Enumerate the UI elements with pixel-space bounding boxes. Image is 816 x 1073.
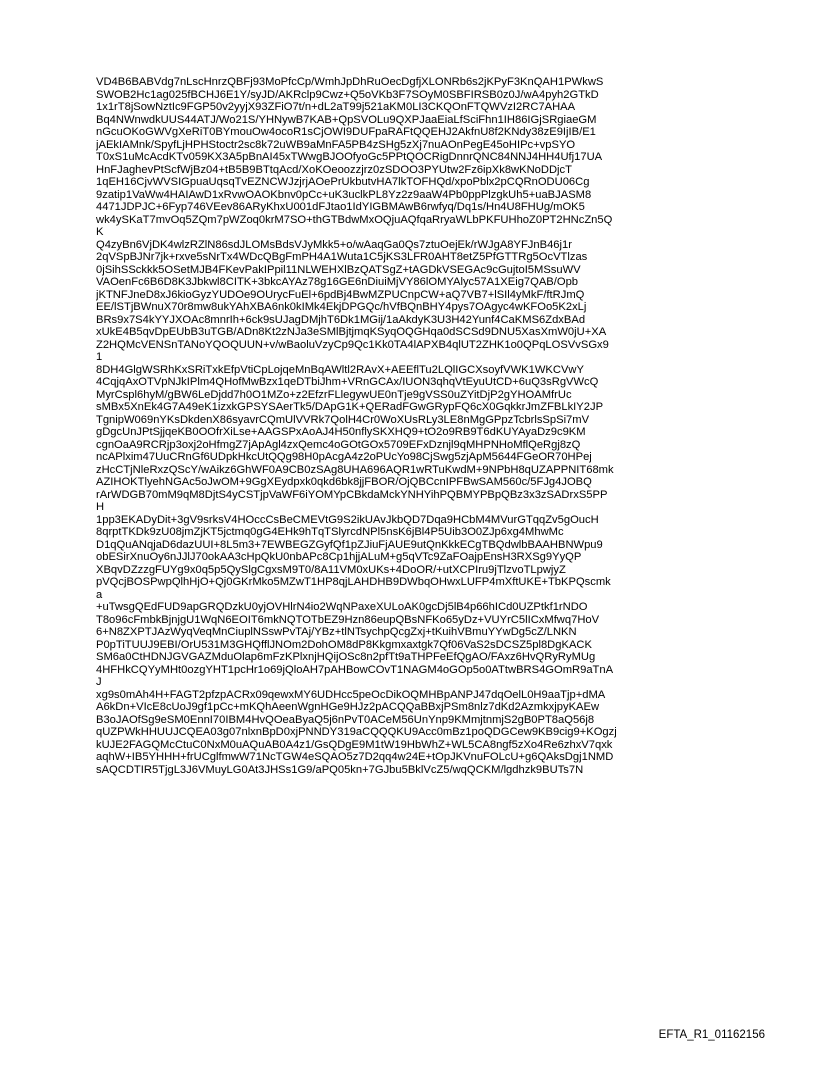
text-line: zHcCTjNleRxzQScY/wAikz6GhWF0A9CB0zSAg8UHA696AQR1wRTuKwdM+9NPbH8qUZAPPNIT68mk (96, 463, 614, 476)
text-line: aqhW+IB5YHHH+frUCglfmwW71NcTGW4eSQAO5z7D2qq4w24E+tOpJKVnuFOLcU+g6QAksDgj1NMD (96, 751, 614, 763)
text-line: xUkE4B5qvDpEUbB3uTGB/ADn8Kt2zNJa3eSMlBjtjmqKSyqOQGHqa0dSCSd9DNU5XasXmW0jU+XA (96, 326, 607, 338)
text-line: EE/lSTjBWnuX70r8mw8ukYAhXBA6nk0kIMk4EkjDPGQc/hVfBQnBHY4pys7OAgyc4wKFOo5K2xLj (96, 301, 587, 313)
text-line: a (96, 588, 103, 601)
text-line: XBqvDZzzgFUYg9x0q5p5QySlgCgxsM9T0/8A11VM0xUKs+4DoOR/+utXCPIru9jTlzvoTLpwjyZ (96, 563, 566, 576)
text-line: P0pTiTUUJ9EBI/OrU531M3GHQfflJNOm2DohOM8dP8Kkgmxaxtgk7Qf06VaS2sDCSZ5pl8DgKACK (96, 638, 592, 651)
text-line: sMBx5XnEk4G7A49eK1izxkGPSYSAerTk5/DApG1K+QERadFGwGRypFQ6cX0GqkkrJmZFBLkIY2JP (96, 401, 604, 413)
text-line: +uTwsgQEdFUD9apGRQDzkU0yjOVHlrN4io2WqNPaxeXULoAK0gcDj5lB4p66hICd0UZPtkf1rNDO (96, 601, 588, 613)
text-line: VAOenFc6B6D8K3Jbkwl8CITK+3bkcAYAz78g16GE6nDiuiMjVY86lOMYAlyc57A1XEig7QAB/Opb (96, 276, 579, 288)
text-line: wk4ySKaT7mvOq5ZQm7pWZoq0krM7SO+thGTBdwMxOQjuAQfqaRryaWLbPKFUHhoZ0PT2HNcZn5Q (96, 213, 613, 226)
text-line: Bq4NWnwdkUUS44ATJ/Wo21S/YHNywB7KAB+QpSVOLu9QXPJaaEiaLfSciFhn1IH86IGjSRgiaeGM (96, 113, 597, 126)
text-line: K (96, 226, 104, 238)
text-line: 0jSihSSckkk5OSetMJB4FKevPakIPpil11NLWEHXlBzQATSgZ+tAGDkVSEGAc9cGujtoI5MSsuWV (96, 263, 581, 276)
text-line: 1x1rT8jSowNztIc9FGP50v2yyjX93ZFiO7t/n+dL2aT99j521aKM0LI3CKQOnFTQWVzI2RC7AHAA (96, 101, 576, 113)
text-line: MyrCspl6hyM/gBW6LeDjdd7h0O1MZo+z2EfzrFLlegywUE0nTje9gVSS0uZYitDjP2gYHOAMfrUc (96, 388, 572, 401)
document-id-stamp: EFTA_R1_01162156 (658, 1029, 765, 1041)
text-line: sAQCDTIR5TjgL3J6VMuyLG0At3JHSs1G9/aPQ05kn+7GJbu5BklVcZ5/wqQCKM/lgdhzk9BUTs7N (96, 763, 584, 776)
text-line: 1 (96, 351, 103, 363)
encoded-text-block (96, 76, 726, 776)
text-line: T0xS1uMcAcdKTv059KX3A5pBnAI45xTWwgBJOOfyoGc5PPtQOCRigDnnrQNC84NNJ4HH4Ufj17UA (96, 151, 603, 163)
text-line: kUJE2FAGQMcCtuC0NxM0uAQuAB0A4z1/GsQDgE9M1tW19HbWhZ+WL5CA8ngf5zXo4Re6zhxV7qxk (96, 738, 613, 751)
text-line: D1qQuANqjaD6dazUUI+8L5m3+7EWBEGZGyfQf1pZJiuFjAUE9utQnKkkECgTBQdwlbBAAHBNWpu9 (96, 538, 603, 551)
text-line: 9zatip1VaWw4HAIAwD1xRvwOAOKbnv0pCc+uK3uclkPL8Yz2z9aaW4Pb0ppPlzgkUh5+uaBJASM8 (96, 188, 592, 201)
text-line: 2qVSpBJNr7jk+rxve5sNrTx4WDcQBgFmPH4A1Wuta1C5jKS3LFR0AHT8etZ5PfGTTRg5OcVTlzas (96, 251, 588, 263)
text-line: nGcuOKoGWVgXeRiT0BYmouOw4ocoR1sCjOWI9DUFpaRAFtQQEHJ2AkfnU8f2KNdy38zE9IjIB/E1 (96, 126, 596, 138)
text-line: T8o96cFmbkBjnjgU1WqN6EOIT6mkNQTOTbEZ9Hzn86eupQBsNFKo65yDz+VUYrC5lICxMfwq7HoV (96, 613, 600, 626)
text-line: gDgcUnJPtSjjqeKB0OOfrXiLse+AAGSPxAoAJ4H50nflySKXHQ9+tO2o9RB9T6dKUYAyaDz9c9KM (96, 426, 586, 438)
text-line: A6kDn+VIcE8cUoJ9gf1pCc+mKQhAeenWgnHGe9HJz2pACQQaBBxjPSm8nlz7dKd2AzmkxjpyKAEw (96, 701, 600, 713)
text-line: 6+N8ZXPTJAzWyqVeqMnCiuplNSswPvTAj/YBz+tlNTsychpQcgZxj+tKuihVBmuYYwDg5cZ/LNKN (96, 626, 577, 638)
text-line: TgnipW069nYKsDkdenX86syavrCQmUlVVRk7QolH4Cr0WoXUsRLy3LE8nMgGPpzTcbrlsSpSi7mV (96, 413, 590, 426)
text-line: 4CqjqAxOTVpNJkIPlm4QHofMwBzx1qeDTbiJhm+VRnGCAx/IUON3qhqVtEyuUtCD+6uQ3sRgVWcQ (96, 376, 599, 388)
text-line: 4471JDPJC+6Fyp746VEev86ARyKhxU001dFJtao1IdYIGBMAwB6rwfyq/Dq1s/Hn4U8FHUg/mOK5 (96, 201, 585, 213)
text-line: xg9s0mAh4H+FAGT2pfzpACRx09qewxMY6UDHcc5peOcDikOQMHBpANPJ47dqOelL0H9aaTjp+dMA (96, 688, 606, 701)
text-line: B3oJAOfSg9eSM0EnnI70IBM4HvQOeaByaQ5j6nPvT0ACeM56UnYnp9KMmjtnmjS2gB0PT8aQ56j8 (96, 713, 595, 726)
text-line: SM6a0CtHDNJGVGAZMduOlap6mFzKPlxnjHQijOSc8n2pfTt9aTHPFeEfQgAO/FAxz6HvQRyRyMUg (96, 651, 596, 663)
text-line: J (96, 676, 102, 688)
text-line: 1pp3EKADyDit+3gV9srksV4HOccCsBeCMEVtG9S2ikUAvJkbQD7Dqa9HCbM4MVurGTqqZv5gOucH (96, 513, 599, 526)
text-line: HnFJaghevPtScfWjBz04+tB5B9BTtqAcd/XoKOeoozzjrz0zSDOO3PYUtw2Fz6ipXk8wKNoDDjcT (96, 163, 572, 176)
text-line: pVQcjBOSPwpQlhHjO+Qj0GKrMko5MZwT1HP8qjLAHDHB9DWbqOHwxLUFP4mXftUKE+TbKPQscmk (96, 576, 611, 588)
text-line: SWOB2Hc1ag025fBCHJ6E1Y/syJD/AKRclp9Cwz+Q5oVKb3F7SOyM0SBFIRSB0z0J/wA4pyh2GTkD (96, 88, 599, 101)
text-line: VD4B6BABVdg7nLscHnrzQBFj93MoPfcCp/WmhJpDhRuOecDgfjXLONRb6s2jKPyF3KnQAH1PWkwS (96, 76, 604, 88)
text-line: jKTNFJneD8xJ6kioGyzYUDOe9OUrycFuEl+6pdBj4BwMZPUCnpCW+aQ7VB7+lSIl4yMkF/ftRJmQ (96, 288, 585, 301)
text-line: cgnOaA9RCRjp3oxj2oHfmgZ7jApAgl4zxQemc4oGOtGOx5709EFxDznjl9qMHPNHoMflQeRgj8zQ (96, 438, 581, 451)
text-line: Z2HQMcVENSnTANoYQOQUUN+v/wBaoluVzyCp9Qc1Kk0TA4lAPXB4qlUT2ZHK1o0QPqLOSVvSGx9 (96, 338, 609, 351)
text-line: rArWDGB70mM9qM8DjtS4yCSTjpVaWF6iYOMYpCBkdaMckYNHYihPQBMYPBpQBz3x3zSADrxS5PP (96, 488, 608, 501)
text-line: 1qEH16CjvWVSIGpuaUqsqTvEZNCWJzjrjAOePrUkbutvHA7lkTOFHQd/xpoPblx2pCQRnODU06Cg (96, 176, 590, 188)
text-line: AZIHOKTlyehNGAc5oJwOM+9GgXEydpxk0qkd6bk8jjFBOR/OjQBCcnIPFBwSAM560c/5FJg4JOBQ (96, 476, 592, 488)
text-line: ncAPlxim47UuCRnGf6UDpkHkcUtQQg98H0pAcgA4z2oPUcYo98CjSwg5zjApM5644FGeOR70HPej (96, 451, 592, 463)
text-line: qUZPWkHHUUJCQEA03g07nlxnBpD0xjPNNDY319aCQQQKU9Acc0mBz1poQDGCew9KB9cig9+KOgzj (96, 726, 617, 738)
text-line: Q4zyBn6VjDK4wlzRZlN86sdJLOMsBdsVJyMkk5+o/wAaqGa0Qs7ztuOejEk/rWJgA8YFJnB46j1r (96, 238, 572, 251)
text-line: BRs9x7S4kYYJXOAc8mnrIh+6ck9sUJagDMjhT6Dk1MGij/1aAkdyK3U3H42Yunf4CaKMS6ZdxBAd (96, 313, 586, 326)
text-line: 8qrptTKDk9zU08jmZjKT5jctmq0gG4EHk9hTqTSlyrcdNPl5nsK6jBl4P5Uib3O0ZJp6xg4MhwMc (96, 526, 564, 538)
text-line: 8DH4GlgWSRhKxSRiTxkEfpVtiCpLojqeMnBqAWltl2RAvX+AEEflTu2LQlIGCXsoyfVWK1WKCVwY (96, 363, 584, 376)
text-line: obESirXnuOy6nJJlJ70okAA3cHpQkU0nbAPc8Cp1hjjALuM+g5qVTc9ZaFOajpEnsH3RXSg9YyQP (96, 551, 582, 563)
text-line: jAEkIAMnk/SpyfLjHPHStoctr2sc8k72uWB9aMnFA5PB4zSHg5zXj7nuAOnPegE45oHIPc+vpSYO (96, 138, 576, 151)
text-line: H (96, 501, 105, 513)
text-line: 4HFHkCQYyMHt0ozgYHT1pcHr1o69jQloAH7pAHBowCOvT1NAGM4oGOp5o0ATtwBRS4GOmR9aTnA (96, 663, 614, 676)
